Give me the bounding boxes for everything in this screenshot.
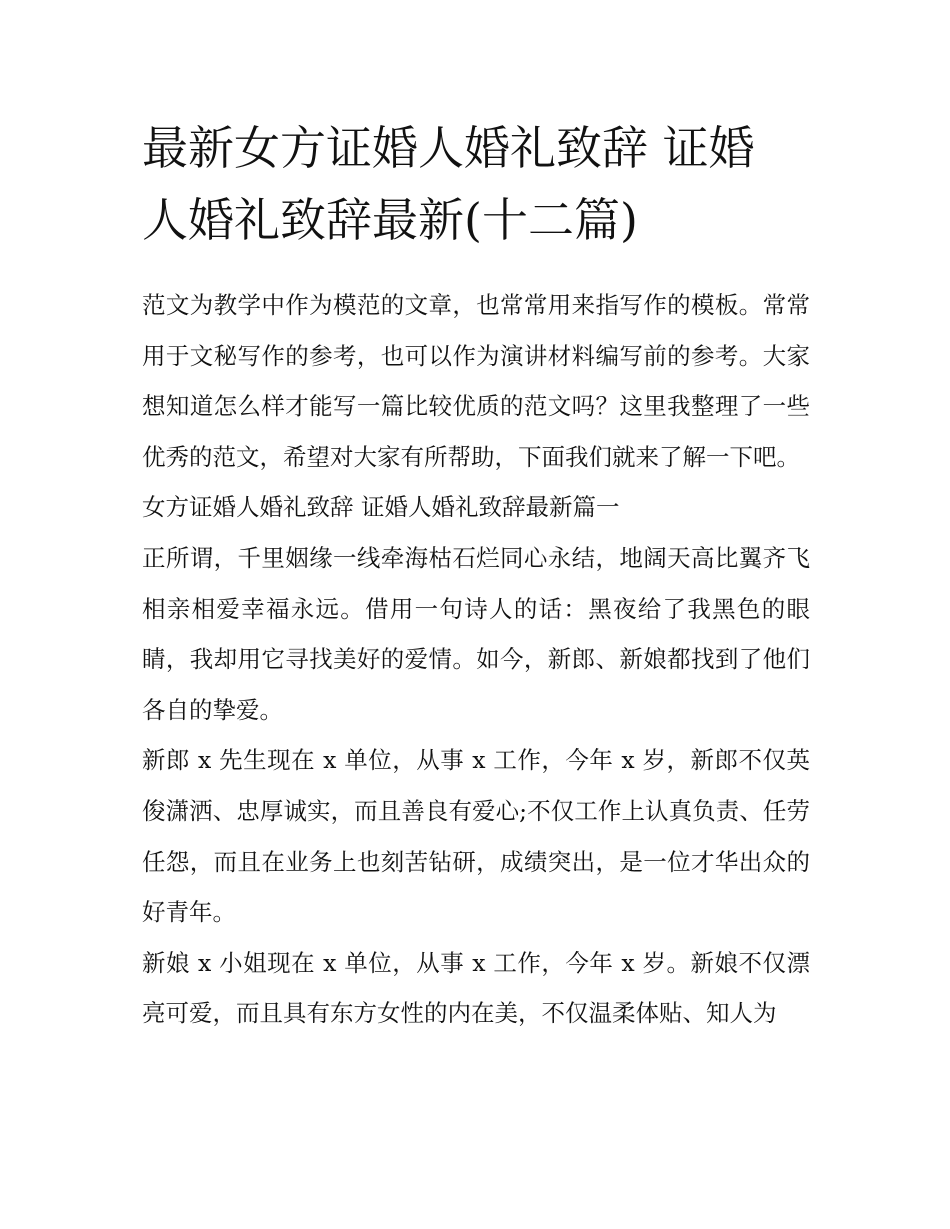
title-line-2: 人婚礼致辞最新(十二篇) xyxy=(142,193,638,247)
title-line-1: 最新女方证婚人婚礼致辞 证婚 xyxy=(142,121,755,175)
body-paragraph: 正所谓，千里姻缘一线牵海枯石烂同心永结，地阔天高比翼齐飞相亲相爱幸福永远。借用一句诗人的话：黑夜给了我黑色的眼睛，我却用它寻找美好的爱情。如今，新郎、新娘都找到了他们各自的挚爱。 xyxy=(142,543,810,724)
intro-paragraph: 范文为教学中作为模范的文章，也常常用来指写作的模板。常常用于文秘写作的参考，也可以作为演讲材料编写前的参考。大家想知道怎么样才能写一篇比较优质的范文吗？这里我整理了一些优秀的范文，希望对大家有所帮助，下面我们就来了解一下吧。 xyxy=(142,291,810,471)
document-title xyxy=(142,112,822,256)
bride-paragraph: 新娘 x 小姐现在 x 单位，从事 x 工作，今年 x 岁。新娘不仅漂亮可爱，而且具有东方女性的内在美，不仅温柔体贴、知人为 xyxy=(142,948,810,1028)
section-heading: 女方证婚人婚礼致辞 证婚人婚礼致辞最新篇一 xyxy=(142,493,620,522)
document-body xyxy=(142,280,810,1039)
groom-paragraph: 新郎 x 先生现在 x 单位，从事 x 工作，今年 x 岁，新郎不仅英俊潇洒、忠厚诚实，而且善良有爱心;不仅工作上认真负责、任劳任怨，而且在业务上也刻苦钻研，成绩突出，是一位才华出众的好青年。 xyxy=(142,746,810,927)
